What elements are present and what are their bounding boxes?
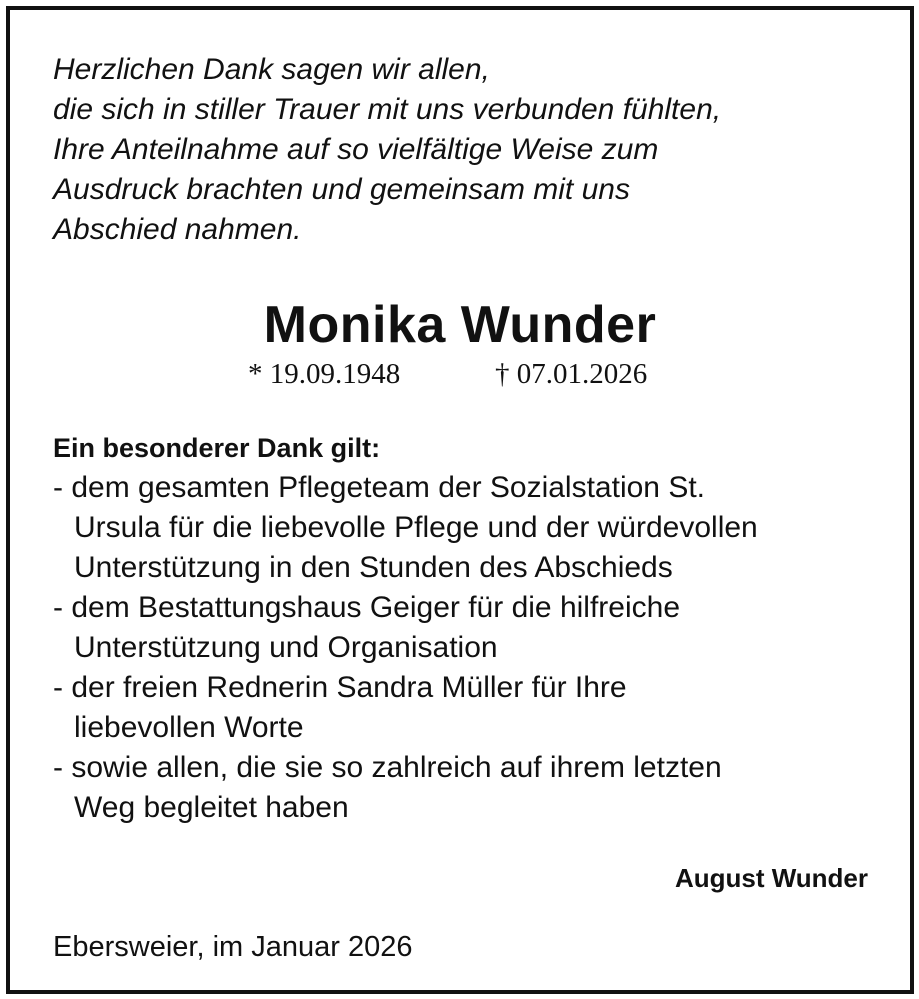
thanks-item — [53, 588, 893, 668]
thanks-line: liebevollen Worte — [74, 711, 304, 744]
intro-text — [53, 50, 873, 250]
thanks-heading: Ein besonderer Dank gilt: — [53, 433, 381, 463]
thanks-line: - sowie allen, die sie so zahlreich auf ihrem letzten — [53, 751, 722, 784]
thanks-list — [53, 468, 893, 828]
thanks-line: - dem gesamten Pflegeteam der Sozialstation St. — [53, 471, 706, 504]
thanks-line: Unterstützung in den Stunden des Abschieds — [74, 551, 673, 584]
intro-line: Herzlichen Dank sagen wir allen, — [53, 53, 490, 86]
deceased-name: Monika Wunder — [263, 296, 657, 354]
thanks-item — [53, 668, 893, 748]
intro-line: Abschied nahmen. — [53, 213, 302, 246]
thanks-item — [53, 468, 893, 588]
thanks-line: Ursula für die liebevolle Pflege und der würdevollen — [74, 511, 758, 544]
place-date: Ebersweier, im Januar 2026 — [53, 931, 413, 963]
intro-line: Ausdruck brachten und gemeinsam mit uns — [53, 173, 630, 206]
birth-date: * 19.09.1948 — [248, 358, 401, 390]
intro-line: die sich in stiller Trauer mit uns verbunden fühlten, — [53, 93, 722, 126]
intro-line: Ihre Anteilnahme auf so vielfältige Weise zum — [53, 133, 659, 166]
thanks-line: Unterstützung und Organisation — [74, 631, 498, 664]
thanks-line: - dem Bestattungshaus Geiger für die hilfreiche — [53, 591, 680, 624]
thanks-item — [53, 748, 893, 828]
thanks-line: - der freien Rednerin Sandra Müller für Ihre — [53, 671, 627, 704]
thanks-line: Weg begleitet haben — [74, 791, 349, 824]
death-date: † 07.01.2026 — [495, 358, 648, 390]
signature: August Wunder — [674, 863, 868, 893]
obituary-notice — [6, 6, 914, 994]
